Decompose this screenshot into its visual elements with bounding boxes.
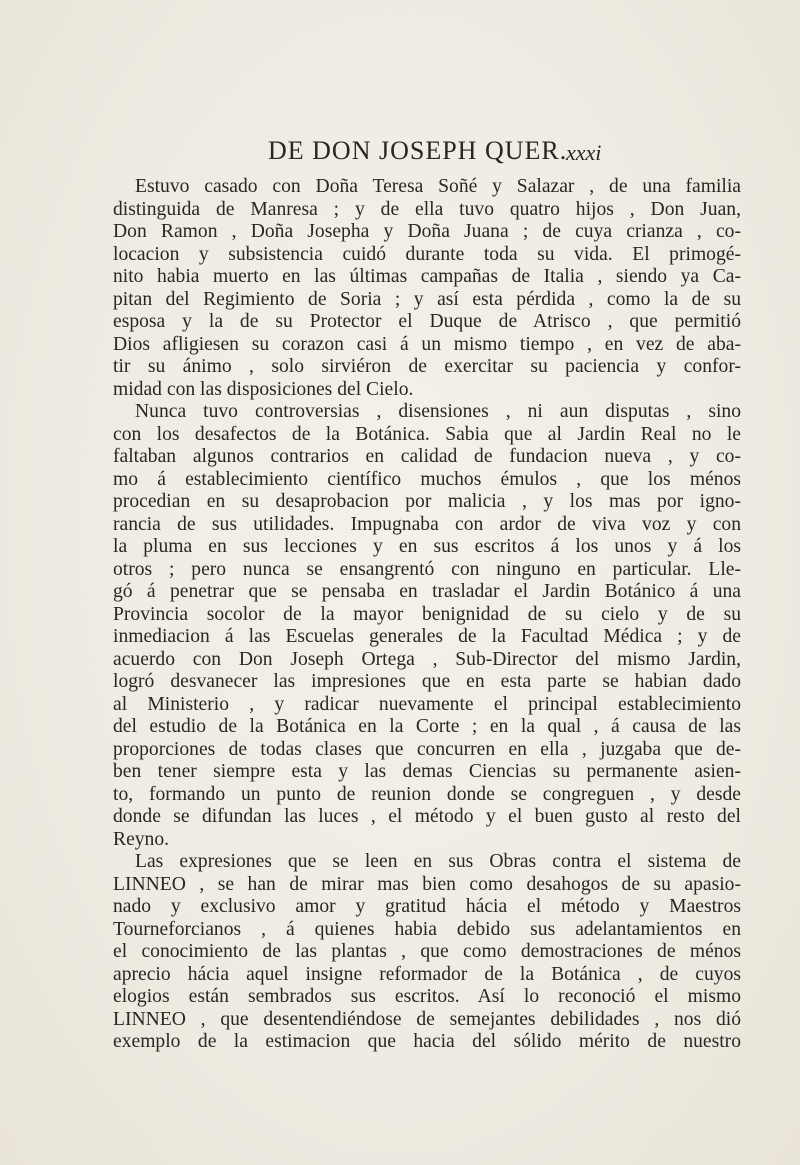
text-line: Tourneforcianos , á quienes habia debido sus adelantamientos en — [113, 918, 741, 940]
text-line: nado y exclusivo amor y gratitud hácia el método y Maestros — [113, 896, 741, 917]
text-line: Nunca tuvo controversias , disensiones , ni aun disputas , sino — [135, 401, 741, 422]
text-line: distinguida de Manresa ; y de ella tuvo quatro hijos , Don Juan, — [113, 198, 741, 220]
text-line: inmediacion á las Escuelas generales de la Facultad Médica ; y de — [113, 626, 741, 647]
text-line: Las expresiones que se leen en sus Obras contra el sistema de — [135, 851, 741, 872]
running-head: DE DON JOSEPH QUER. — [268, 136, 568, 165]
text-line: midad con las disposiciones del Cielo. — [113, 378, 414, 400]
text-line: el conocimiento de las plantas , que como demostraciones de ménos — [113, 941, 741, 962]
text-line: acuerdo con Don Joseph Ortega , Sub-Director del mismo Jardin, — [113, 648, 741, 670]
text-line: Estuvo casado con Doña Teresa Soñé y Salazar , de una familia — [135, 176, 741, 197]
text-line: Provincia socolor de la mayor benignidad de su cielo y de su — [113, 603, 741, 625]
body-text — [113, 176, 741, 1054]
text-line: Dios afligiesen su corazon casi á un mismo tiempo , en vez de aba- — [113, 333, 741, 355]
text-line: elogios están sembrados sus escritos. Así lo reconoció el mismo — [113, 986, 741, 1007]
text-line: faltaban algunos contrarios en calidad de fundacion nueva , y co- — [113, 446, 741, 467]
text-line: ben tener siempre esta y las demas Ciencias su permanente asien- — [113, 761, 741, 782]
text-line: mo á establecimiento científico muchos émulos , que los ménos — [113, 468, 741, 490]
text-line: la pluma en sus lecciones y en sus escritos á los unos y á los — [113, 536, 741, 557]
text-line: donde se difundan las luces , el método y el buen gusto al resto del — [113, 806, 741, 827]
text-line: LINNEO , que desentendiéndose de semejantes debilidades , nos dió — [113, 1008, 741, 1030]
text-line: Don Ramon , Doña Josepha y Doña Juana ; de cuya crianza , co- — [113, 221, 741, 242]
page-header — [0, 136, 800, 176]
text-line: nito habia muerto en las últimas campañas de Italia , siendo ya Ca- — [113, 266, 741, 287]
text-line: otros ; pero nunca se ensangrentó con ninguno en particular. Lle- — [113, 558, 741, 580]
text-line: del estudio de la Botánica en la Corte ; en la qual , á causa de las — [113, 716, 741, 737]
text-line: to, formando un punto de reunion donde se congreguen , y desde — [113, 783, 741, 805]
text-line: exemplo de la estimacion que hacia del sólido mérito de nuestro — [113, 1031, 741, 1052]
text-line: logró desvanecer las impresiones que en esta parte se habian dado — [113, 671, 741, 692]
text-line: con los desafectos de la Botánica. Sabia que al Jardin Real no le — [113, 423, 741, 445]
text-line: pitan del Regimiento de Soria ; y así esta pérdida , como la de su — [113, 288, 741, 310]
page-number: xxxi — [566, 140, 602, 165]
text-line: LINNEO , se han de mirar mas bien como desahogos de su apasio- — [113, 873, 741, 895]
text-line: rancia de sus utilidades. Impugnaba con ardor de viva voz y con — [113, 513, 741, 535]
text-line: procedian en su desaprobacion por malicia , y los mas por igno- — [113, 491, 741, 512]
text-line: Reyno. — [113, 828, 170, 850]
text-line: aprecio hácia aquel insigne reformador de la Botánica , de cuyos — [113, 963, 741, 985]
text-line: esposa y la de su Protector el Duque de Atrisco , que permitió — [113, 311, 741, 332]
text-line: tir su ánimo , solo sirviéron de exercitar su paciencia y confor- — [113, 356, 741, 377]
text-line: locacion y subsistencia cuidó durante toda su vida. El primogé- — [113, 243, 741, 265]
text-line: al Ministerio , y radicar nuevamente el principal establecimiento — [113, 693, 741, 715]
text-line: proporciones de todas clases que concurren en ella , juzgaba que de- — [113, 738, 741, 760]
text-line: gó á penetrar que se pensaba en trasladar el Jardin Botánico á una — [113, 581, 741, 602]
